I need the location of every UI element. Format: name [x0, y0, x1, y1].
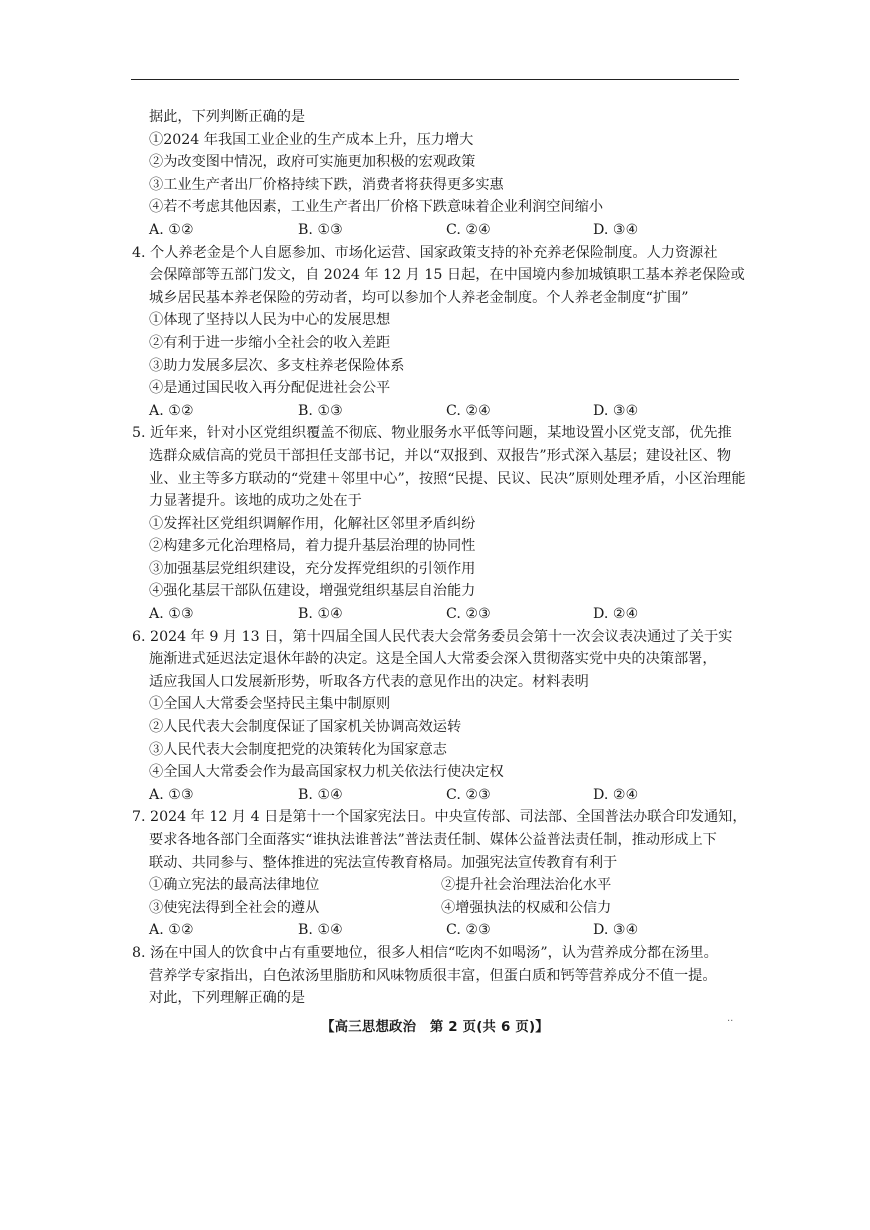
question-stem-line: 4. 个人养老金是个人自愿参加、市场化运营、国家政策支持的补充养老保险制度。人力资源社	[132, 244, 718, 261]
answer-options	[132, 919, 744, 942]
footer-mark: ··	[727, 1016, 734, 1027]
option-d[interactable]: D. ③④	[593, 221, 639, 238]
answer-options	[132, 784, 744, 807]
question-stem-line: 对此，下列理解正确的是	[149, 990, 306, 1007]
statement-2: ②构建多元化治理格局，着力提升基层治理的协同性	[149, 538, 476, 555]
question-stem-line: 城乡居民基本养老保险的劳动者，均可以参加个人养老金制度。个人养老金制度“扩围”	[149, 289, 689, 306]
option-c[interactable]: C. ②③	[446, 922, 491, 939]
option-c[interactable]: C. ②③	[446, 606, 491, 623]
question-stem-line: 会保障部等五部门发文，自 2024 年 12 月 15 日起，在中国境内参加城镇职工基本养老保险或	[149, 267, 745, 284]
question-stem-line: 业、业主等多方联动的“党建＋邻里中心”，按照“民提、民议、民决”原则处理矛盾，小区治理能	[149, 470, 746, 487]
statement-1: ①确立宪法的最高法律地位	[149, 877, 320, 894]
question-stem: 据此，下列判断正确的是	[149, 109, 306, 125]
answer-options	[132, 219, 744, 242]
statement-3: ③助力发展多层次、多支柱养老保险体系	[149, 357, 405, 374]
option-b[interactable]: B. ①④	[298, 922, 343, 939]
option-a[interactable]: A. ①②	[149, 221, 194, 238]
question-stem-line: 8. 汤在中国人的饮食中占有重要地位，很多人相信“吃肉不如喝汤”，认为营养成分都在汤里。	[132, 944, 718, 961]
question-stem-line: 力显著提升。该地的成功之处在于	[149, 493, 362, 510]
page-content	[132, 106, 747, 1010]
statement-1: ①全国人大常委会坚持民主集中制原则	[149, 696, 391, 713]
statement-3: ③使宪法得到全社会的遵从	[149, 899, 320, 916]
statement-2: ②提升社会治理法治化水平	[441, 877, 612, 894]
header-rule	[131, 79, 739, 80]
statement-row	[132, 874, 744, 897]
statement-4: ④是通过国民收入再分配促进社会公平	[149, 380, 391, 397]
question-stem-line: 联动、共同参与、整体推进的宪法宣传教育格局。加强宪法宣传教育有利于	[149, 854, 618, 871]
statement-2: ②人民代表大会制度保证了国家机关协调高效运转	[149, 719, 462, 736]
statement-4: ④全国人大常委会作为最高国家权力机关依法行使决定权	[149, 764, 504, 781]
statement-2: ②为改变图中情况，政府可实施更加积极的宏观政策	[149, 154, 476, 171]
question-stem-line: 营养学专家指出，白色浓汤里脂肪和风味物质很丰富，但蛋白质和钙等营养成分不值一提。	[149, 967, 717, 984]
statement-1: ①体现了坚持以人民为中心的发展思想	[149, 312, 391, 329]
question-stem-line: 7. 2024 年 12 月 4 日是第十一个国家宪法日。中央宣传部、司法部、全国普法办联合印发通知，	[132, 809, 747, 826]
question-7	[132, 806, 747, 942]
statement-3: ③人民代表大会制度把党的决策转化为国家意志	[149, 741, 447, 758]
question-stem-line: 适应我国人口发展新形势，听取各方代表的意见作出的决定。材料表明	[149, 673, 589, 690]
option-c[interactable]: C. ②③	[446, 786, 491, 803]
statement-2: ②有利于进一步缩小全社会的收入差距	[149, 334, 391, 351]
option-a[interactable]: A. ①③	[149, 606, 194, 623]
statement-row	[132, 897, 744, 920]
statement-1: ①2024 年我国工业企业的生产成本上升，压力增大	[149, 131, 474, 148]
option-a[interactable]: A. ①②	[149, 402, 194, 419]
statement-3: ③加强基层党组织建设，充分发挥党组织的引领作用	[149, 560, 476, 577]
statement-4: ④强化基层干部队伍建设，增强党组织基层自治能力	[149, 583, 476, 600]
option-b[interactable]: B. ①③	[298, 221, 343, 238]
option-c[interactable]: C. ②④	[446, 402, 491, 419]
answer-options	[132, 400, 744, 423]
option-d[interactable]: D. ②④	[593, 606, 639, 623]
option-b[interactable]: B. ①④	[298, 786, 343, 803]
page-footer: 【高三思想政治 第 2 页(共 6 页)】	[321, 1020, 549, 1035]
question-stem-line: 要求各地各部门全面落实“谁执法谁普法”普法责任制、媒体公益普法责任制，推动形成上下	[149, 832, 717, 848]
statement-3: ③工业生产者出厂价格持续下跌，消费者将获得更多实惠	[149, 176, 504, 193]
option-c[interactable]: C. ②④	[446, 221, 491, 238]
question-stem-line: 5. 近年来，针对小区党组织覆盖不彻底、物业服务水平低等问题，某地设置小区党支部，优先推	[132, 425, 732, 442]
statement-4: ④增强执法的权威和公信力	[441, 899, 612, 916]
question-stem-line: 施渐进式延迟法定退休年龄的决定。这是全国人大常委会深入贯彻落实党中央的决策部署，	[149, 651, 717, 668]
question-stem-line: 6. 2024 年 9 月 13 日，第十四届全国人民代表大会常务委员会第十一次会议表决通过了关于实	[132, 628, 733, 645]
statement-1: ①发挥社区党组织调解作用，化解社区邻里矛盾纠纷	[149, 515, 476, 532]
option-d[interactable]: D. ③④	[593, 402, 639, 419]
question-8	[132, 942, 744, 1010]
question-3-tail	[132, 106, 744, 242]
option-b[interactable]: B. ①④	[298, 606, 343, 623]
statement-4: ④若不考虑其他因素，工业生产者出厂价格下跌意味着企业利润空间缩小	[149, 199, 604, 216]
option-d[interactable]: D. ③④	[593, 922, 639, 939]
question-stem-line: 选群众威信高的党员干部担任支部书记，并以“双报到、双报告”形式深入基层；建设社区、物	[149, 447, 732, 464]
answer-options	[132, 603, 744, 626]
option-a[interactable]: A. ①②	[149, 922, 194, 939]
question-4	[132, 242, 744, 423]
option-b[interactable]: B. ①③	[298, 402, 343, 419]
option-d[interactable]: D. ②④	[593, 786, 639, 803]
option-a[interactable]: A. ①③	[149, 786, 194, 803]
question-5	[132, 422, 744, 625]
question-6	[132, 626, 744, 807]
